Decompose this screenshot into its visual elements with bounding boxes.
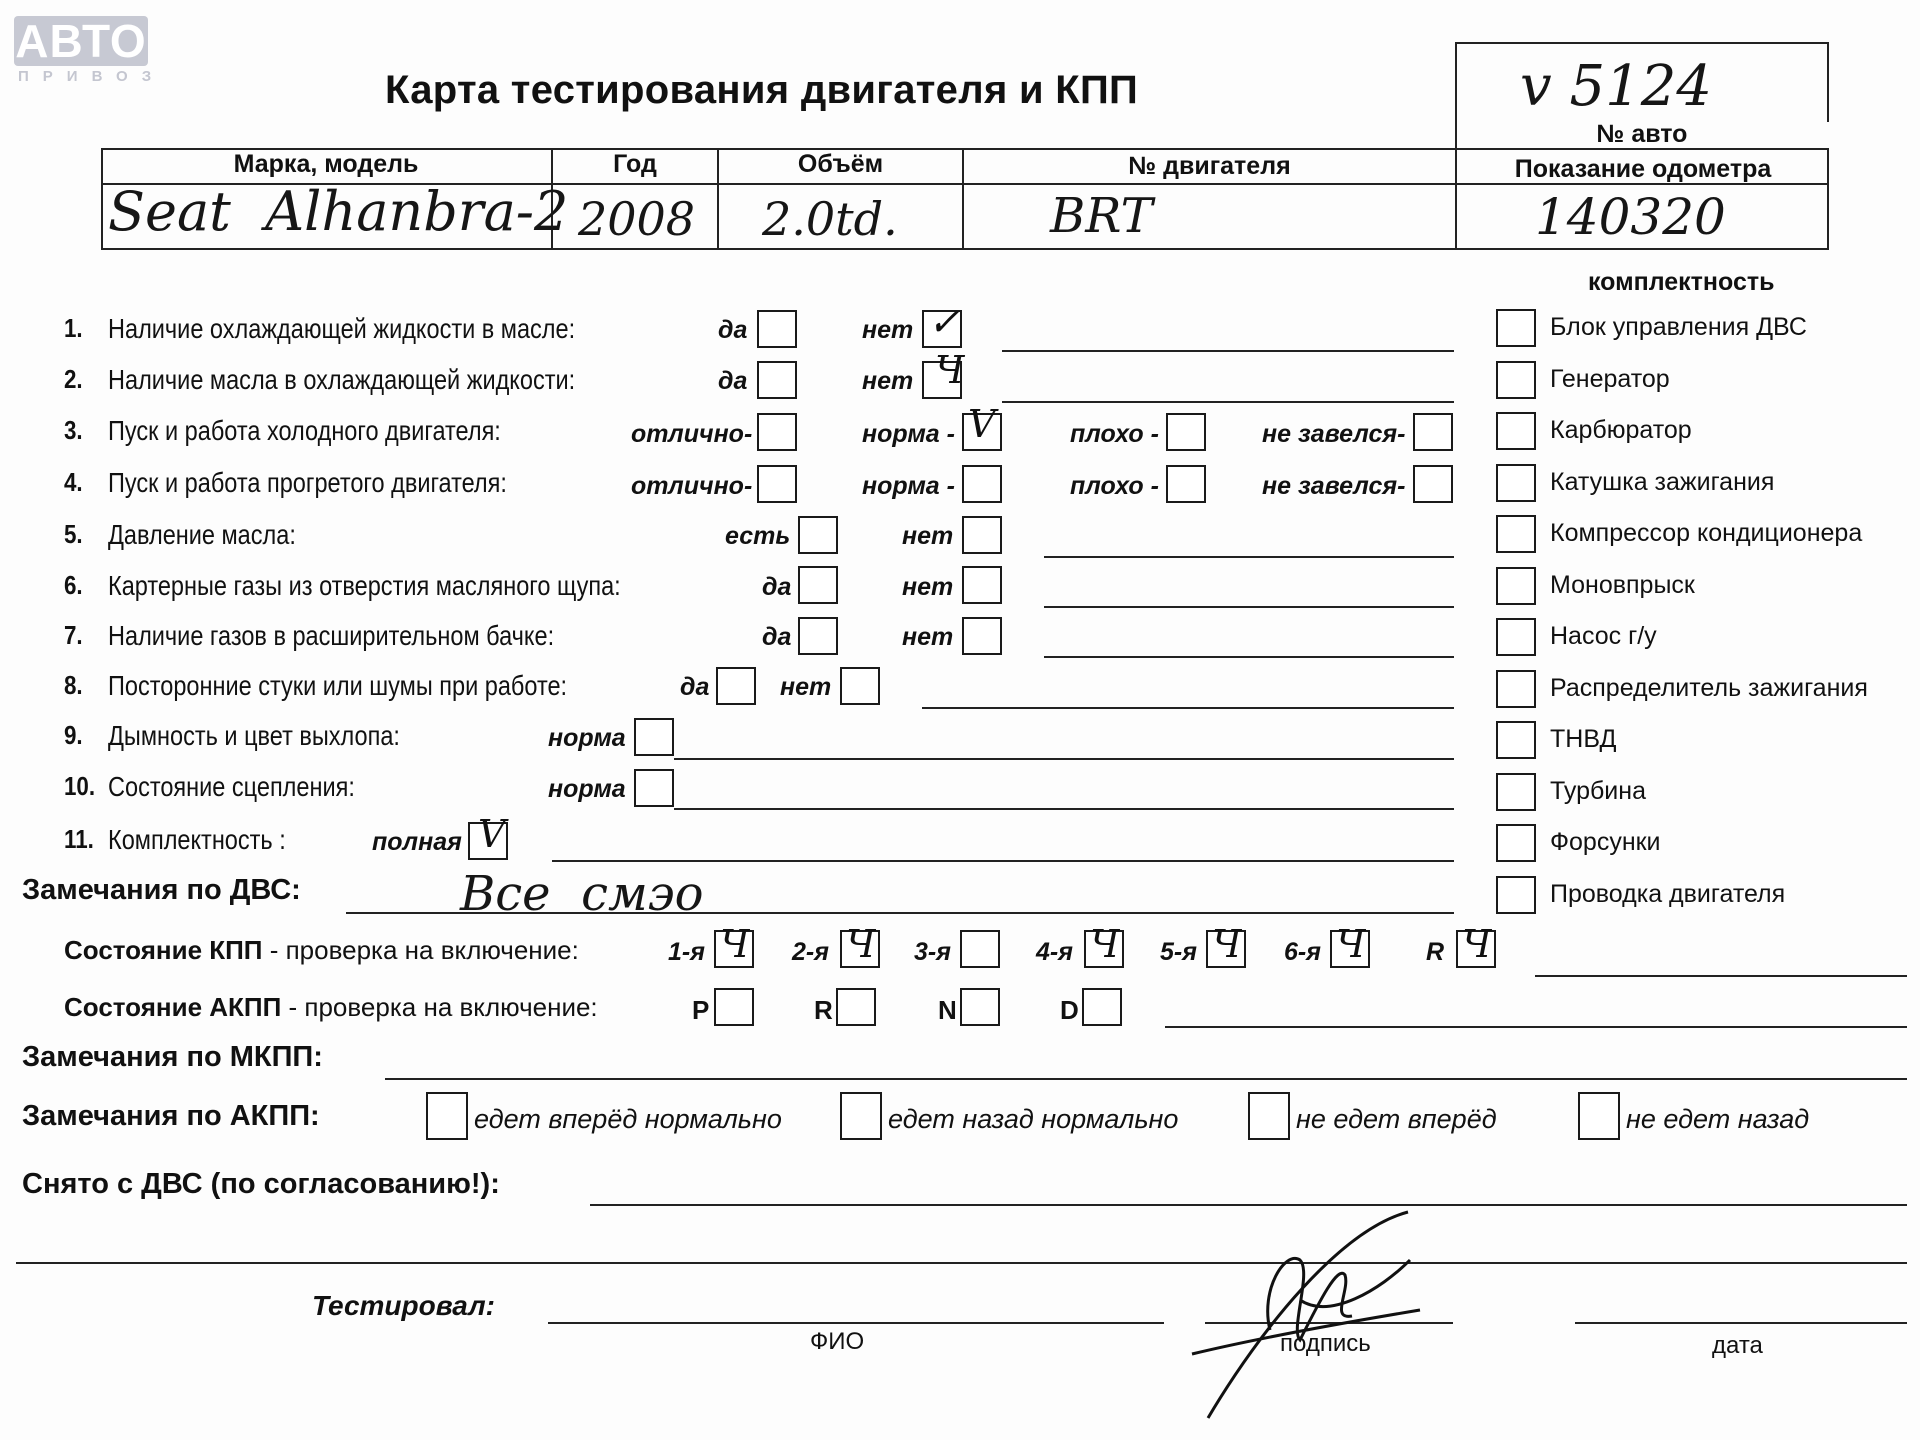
option-yes-label: да bbox=[762, 573, 792, 601]
option-normal-checkbox[interactable] bbox=[634, 769, 674, 807]
option-not-started-label: не завелся- bbox=[1262, 472, 1406, 500]
volume-header: Объём bbox=[797, 150, 884, 178]
kit-item-label: Компрессор кондиционера bbox=[1550, 519, 1863, 547]
option-full-label: полная bbox=[372, 828, 462, 856]
auto-remark-checkbox[interactable] bbox=[1578, 1092, 1620, 1140]
question-text: Картерные газы из отверстия масляного щупа: bbox=[108, 570, 621, 601]
question-text: Наличие охлаждающей жидкости в масле: bbox=[108, 313, 576, 344]
car-number-value: v 5124 bbox=[1520, 54, 1712, 119]
notes-line bbox=[674, 758, 1454, 760]
option-present-checkbox[interactable] bbox=[798, 516, 838, 554]
question-number: 3. bbox=[64, 415, 83, 445]
auto-remark-label: не едет вперёд bbox=[1296, 1104, 1497, 1134]
gearbox-notes-line bbox=[1535, 975, 1907, 977]
option-yes-checkbox[interactable] bbox=[757, 310, 797, 348]
header-col-sep bbox=[1455, 42, 1457, 250]
logo-subtitle: ПРИВОЗ bbox=[18, 68, 166, 85]
kit-item-label: Проводка двигателя bbox=[1550, 880, 1786, 908]
question-number: 10. bbox=[64, 771, 96, 801]
gear-label: 1-я bbox=[668, 938, 705, 966]
kit-item-label: Катушка зажигания bbox=[1550, 468, 1775, 496]
question-number: 7. bbox=[64, 620, 83, 650]
question-text: Давление масла: bbox=[108, 519, 296, 550]
fio-line bbox=[548, 1322, 1164, 1324]
odometer-header: Показание одометра bbox=[1514, 155, 1772, 183]
auto-position-label: D bbox=[1060, 995, 1079, 1025]
question-number: 1. bbox=[64, 313, 83, 343]
auto-remark-label: едет вперёд нормально bbox=[474, 1104, 782, 1134]
option-yes-checkbox[interactable] bbox=[757, 361, 797, 399]
notes-line bbox=[1044, 656, 1454, 658]
question-text: Наличие масла в охлаждающей жидкости: bbox=[108, 364, 576, 395]
option-no-label: нет bbox=[862, 316, 914, 344]
year-value: 2008 bbox=[578, 192, 696, 246]
kit-checkbox[interactable] bbox=[1496, 361, 1536, 399]
question-number: 8. bbox=[64, 670, 83, 700]
auto-label bbox=[64, 992, 598, 1023]
question-text: Пуск и работа холодного двигателя: bbox=[108, 415, 501, 446]
gear-label: 4-я bbox=[1036, 938, 1073, 966]
engine-header: № двигателя bbox=[1128, 152, 1291, 180]
option-no-checkbox[interactable] bbox=[962, 566, 1002, 604]
kit-item-label: Карбюратор bbox=[1550, 416, 1692, 444]
notes-line bbox=[1002, 401, 1454, 403]
auto-label-bold: Состояние АКПП bbox=[64, 992, 282, 1022]
page-title: Карта тестирования двигателя и КПП bbox=[385, 68, 1139, 112]
gear-mark: Ч bbox=[720, 922, 750, 966]
option-excellent-label: отлично- bbox=[631, 420, 753, 448]
gear-checkbox[interactable] bbox=[960, 930, 1000, 968]
option-excellent-checkbox[interactable] bbox=[757, 465, 797, 503]
option-no-label: нет bbox=[902, 573, 954, 601]
gearbox-label-bold: Состояние КПП bbox=[64, 935, 263, 965]
remarks-engine-value: Все смэо bbox=[460, 866, 704, 922]
notes-line bbox=[922, 707, 1454, 709]
gear-label: 5-я bbox=[1160, 938, 1197, 966]
kit-item-label: Генератор bbox=[1550, 365, 1670, 393]
year-header: Год bbox=[613, 150, 657, 178]
notes-line bbox=[552, 860, 1454, 862]
kit-checkbox[interactable] bbox=[1496, 618, 1536, 656]
avto-privoz-logo: АВТО bbox=[15, 15, 147, 67]
gear-mark: Ч bbox=[1090, 922, 1120, 966]
kit-checkbox[interactable] bbox=[1496, 309, 1536, 347]
question-number: 11. bbox=[64, 824, 94, 854]
option-normal-checkbox[interactable] bbox=[962, 465, 1002, 503]
option-yes-label: да bbox=[718, 367, 748, 395]
remarks-engine-label: Замечания по ДВС: bbox=[22, 874, 301, 906]
gear-mark: Ч bbox=[1212, 922, 1242, 966]
volume-value: 2.0td. bbox=[762, 192, 898, 246]
engine-value: BRT bbox=[1050, 188, 1153, 244]
kit-item-label: ТНВД bbox=[1550, 725, 1617, 753]
question-number: 6. bbox=[64, 570, 83, 600]
question-number: 9. bbox=[64, 720, 83, 750]
kit-checkbox[interactable] bbox=[1496, 670, 1536, 708]
notes-line bbox=[1044, 556, 1454, 558]
kit-item-label: Форсунки bbox=[1550, 828, 1661, 856]
option-no-label: нет bbox=[862, 367, 914, 395]
question-number: 4. bbox=[64, 467, 83, 497]
removed-label: Снято с ДВС (по согласованию!): bbox=[22, 1168, 500, 1200]
auto-notes-line bbox=[1165, 1026, 1907, 1028]
question-text: Состояние сцепления: bbox=[108, 771, 355, 802]
option-yes-checkbox[interactable] bbox=[716, 667, 756, 705]
date-label: дата bbox=[1712, 1332, 1763, 1359]
remarks-manual-line bbox=[385, 1078, 1907, 1080]
gear-mark: Ч bbox=[846, 922, 876, 966]
auto-position-checkbox[interactable] bbox=[960, 988, 1000, 1026]
sign-label: подпись bbox=[1280, 1330, 1371, 1357]
option-no-checkbox[interactable] bbox=[962, 617, 1002, 655]
auto-label-rest: - проверка на включение: bbox=[281, 992, 598, 1022]
auto-position-checkbox[interactable] bbox=[1082, 988, 1122, 1026]
question-number: 5. bbox=[64, 519, 83, 549]
option-not-started-checkbox[interactable] bbox=[1413, 465, 1453, 503]
separator-line bbox=[16, 1262, 1907, 1264]
question-text: Дымность и цвет выхлопа: bbox=[108, 720, 400, 751]
question-text: Пуск и работа прогретого двигателя: bbox=[108, 467, 507, 498]
checkmark: ✓ bbox=[928, 300, 960, 344]
option-no-label: нет bbox=[780, 673, 832, 701]
kit-title: комплектность bbox=[1588, 268, 1775, 296]
checkmark: Ч bbox=[935, 348, 965, 392]
option-excellent-label: отлично- bbox=[631, 472, 753, 500]
option-yes-label: да bbox=[680, 673, 710, 701]
odometer-value: 140320 bbox=[1535, 188, 1726, 246]
option-not-started-checkbox[interactable] bbox=[1413, 413, 1453, 451]
kit-item-label: Моновпрыск bbox=[1550, 571, 1695, 599]
auto-remark-label: не едет назад bbox=[1626, 1104, 1810, 1134]
option-yes-label: да bbox=[762, 623, 792, 651]
kit-checkbox[interactable] bbox=[1496, 412, 1536, 450]
brand-header: Марка, модель bbox=[233, 150, 419, 178]
kit-checkbox[interactable] bbox=[1496, 464, 1536, 502]
option-normal-label: норма bbox=[548, 724, 626, 752]
option-yes-checkbox[interactable] bbox=[798, 617, 838, 655]
kit-checkbox[interactable] bbox=[1496, 515, 1536, 553]
auto-position-label: P bbox=[692, 995, 710, 1025]
auto-position-label: N bbox=[938, 995, 957, 1025]
auto-position-label: R bbox=[814, 995, 833, 1025]
kit-item-label: Распределитель зажигания bbox=[1550, 674, 1868, 702]
gear-label: 6-я bbox=[1284, 938, 1321, 966]
option-yes-label: да bbox=[718, 316, 748, 344]
removed-line bbox=[590, 1204, 1907, 1206]
fio-label: ФИО bbox=[810, 1328, 865, 1355]
question-text: Посторонние стуки или шумы при работе: bbox=[108, 670, 568, 701]
gear-mark: Ч bbox=[1462, 922, 1492, 966]
kit-item-label: Насос г/у bbox=[1550, 622, 1657, 650]
remarks-manual-label: Замечания по МКПП: bbox=[22, 1041, 323, 1073]
option-bad-label: плохо - bbox=[1070, 420, 1159, 448]
auto-remark-label: едет назад нормально bbox=[888, 1104, 1179, 1134]
auto-remark-checkbox[interactable] bbox=[840, 1092, 882, 1140]
kit-checkbox[interactable] bbox=[1496, 824, 1536, 862]
notes-line bbox=[1002, 350, 1454, 352]
kit-checkbox[interactable] bbox=[1496, 773, 1536, 811]
kit-checkbox[interactable] bbox=[1496, 567, 1536, 605]
brand-value: Seat Alhanbra-2 bbox=[108, 180, 569, 243]
option-absent-checkbox[interactable] bbox=[962, 516, 1002, 554]
sign-line bbox=[1205, 1322, 1453, 1324]
option-present-label: есть bbox=[725, 522, 791, 550]
option-excellent-checkbox[interactable] bbox=[757, 413, 797, 451]
kit-item-label: Турбина bbox=[1550, 777, 1646, 805]
kit-checkbox[interactable] bbox=[1496, 876, 1536, 914]
option-normal-checkbox[interactable] bbox=[634, 718, 674, 756]
gearbox-label-rest: - проверка на включение: bbox=[262, 935, 579, 965]
option-no-checkbox[interactable] bbox=[840, 667, 880, 705]
auto-position-checkbox[interactable] bbox=[714, 988, 754, 1026]
option-bad-checkbox[interactable] bbox=[1166, 465, 1206, 503]
question-text: Наличие газов в расширительном бачке: bbox=[108, 620, 555, 651]
option-absent-label: нет bbox=[902, 522, 954, 550]
option-yes-checkbox[interactable] bbox=[798, 566, 838, 604]
tested-label: Тестировал: bbox=[312, 1290, 495, 1321]
auto-remark-checkbox[interactable] bbox=[426, 1092, 468, 1140]
option-bad-checkbox[interactable] bbox=[1166, 413, 1206, 451]
auto-remark-checkbox[interactable] bbox=[1248, 1092, 1290, 1140]
gear-label: 3-я bbox=[914, 938, 951, 966]
kit-item-label: Блок управления ДВС bbox=[1550, 313, 1807, 341]
gearbox-label bbox=[64, 935, 579, 966]
gear-label: R bbox=[1426, 938, 1445, 966]
option-normal-label: норма - bbox=[862, 472, 955, 500]
question-number: 2. bbox=[64, 364, 83, 394]
option-bad-label: плохо - bbox=[1070, 472, 1159, 500]
question-text: Комплектность : bbox=[108, 824, 286, 855]
option-not-started-label: не завелся- bbox=[1262, 420, 1406, 448]
option-no-label: нет bbox=[902, 623, 954, 651]
option-normal-label: норма - bbox=[862, 420, 955, 448]
auto-position-checkbox[interactable] bbox=[836, 988, 876, 1026]
option-normal-label: норма bbox=[548, 775, 626, 803]
kit-checkbox[interactable] bbox=[1496, 721, 1536, 759]
checkmark: V bbox=[968, 402, 996, 446]
car-number-label: № авто bbox=[1596, 120, 1688, 148]
notes-line bbox=[674, 808, 1454, 810]
gear-label: 2-я bbox=[792, 938, 829, 966]
checkmark: V bbox=[478, 812, 506, 856]
gear-mark: Ч bbox=[1336, 922, 1366, 966]
remarks-auto-label: Замечания по АКПП: bbox=[22, 1100, 320, 1132]
notes-line bbox=[1044, 606, 1454, 608]
date-line bbox=[1575, 1322, 1907, 1324]
